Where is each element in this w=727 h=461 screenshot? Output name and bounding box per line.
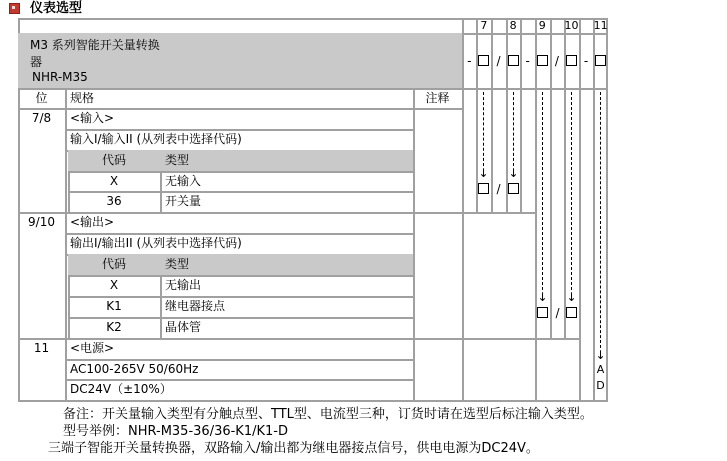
selection-box — [478, 55, 489, 66]
power-code-a: A — [596, 363, 605, 376]
note-remark: 备注：开关量输入类型有分触点型、TTL型、电流型三种，订货时请在选型后标注输入类型。 — [63, 407, 593, 422]
product-model: NHR-M35 — [32, 70, 88, 84]
separator-dash: - — [525, 53, 530, 68]
output-type-k2: 晶体管 — [165, 320, 202, 334]
section-output-position: 9/10 — [28, 215, 55, 229]
input-type-36: 开关量 — [165, 194, 202, 208]
bullet-icon — [9, 3, 20, 14]
separator-slash: / — [554, 53, 559, 68]
leader-line-digit-11 — [600, 92, 601, 348]
product-name-line2: 器 — [30, 55, 43, 69]
section-input-title: <输入> — [70, 111, 115, 125]
output-type-x: 无输出 — [165, 278, 202, 292]
digit-10-selection-box — [566, 307, 577, 318]
separator-cell — [462, 18, 477, 33]
col-header-spec: 规格 — [70, 91, 95, 105]
input-code-36: 36 — [106, 194, 122, 208]
note-description: 三端子智能开关量转换器，双路输入/输出都为继电器接点信号，供电电源为DC24V。 — [48, 441, 539, 456]
input-type-header: 类型 — [165, 153, 190, 167]
note-example: 型号举例：NHR-M35-36/36-K1/K1-D — [63, 424, 288, 439]
digit-9-label: 9 — [538, 19, 546, 32]
output-code-k1: K1 — [106, 299, 122, 313]
digit-7-selection-box — [478, 183, 489, 194]
output-type-k1: 继电器接点 — [165, 299, 226, 313]
output-type-header: 类型 — [165, 257, 190, 271]
arrow-down-icon: ↓ — [537, 290, 548, 304]
arrow-down-icon: ↓ — [508, 166, 519, 180]
leader-line-digit-10 — [571, 92, 572, 290]
power-code-d: D — [596, 379, 605, 392]
selection-box — [595, 55, 606, 66]
section-input-position: 7/8 — [31, 111, 52, 125]
input-type-x: 无输入 — [165, 174, 202, 188]
digit-11-header-box — [593, 33, 608, 88]
page-title: 仪表选型 — [30, 1, 83, 16]
selection-table — [18, 18, 608, 400]
separator-cell — [520, 18, 535, 33]
selection-box — [537, 55, 548, 66]
product-name-line1: M3 系列智能开关量转换 — [30, 38, 160, 52]
order-pattern-row — [462, 33, 608, 88]
digit-9-header-box — [535, 33, 550, 88]
section-power-position: 11 — [33, 341, 50, 355]
digit-9-selection-box — [537, 307, 548, 318]
selection-box — [508, 55, 519, 66]
leader-line-digit-8 — [513, 92, 514, 166]
section-output-title: <输出> — [70, 215, 115, 229]
col-header-position: 位 — [35, 91, 48, 105]
input-pair-slash: / — [496, 182, 501, 196]
section-input-subtitle: 输入I/输入II (从列表中选择代码) — [70, 132, 242, 146]
output-code-k2: K2 — [106, 320, 122, 334]
digit-header-row — [462, 18, 608, 33]
arrow-down-icon: ↓ — [566, 290, 577, 304]
product-cell — [18, 33, 462, 88]
arrow-down-icon: ↓ — [478, 166, 489, 180]
separator-cell — [550, 18, 565, 33]
section-power-title: <电源> — [70, 341, 115, 355]
arrow-down-icon: ↓ — [595, 348, 606, 362]
title-bar — [0, 0, 727, 18]
grid-line — [413, 88, 415, 400]
separator-dash: - — [583, 53, 589, 68]
power-option-dc: DC24V（±10%） — [70, 382, 172, 396]
output-code-header: 代码 — [101, 257, 126, 271]
leader-line-digit-7 — [483, 92, 484, 166]
grid-line — [18, 400, 608, 402]
digit-10-label: 10 — [564, 19, 579, 32]
digit-11-label: 11 — [593, 19, 608, 32]
leader-line-digit-9 — [542, 92, 543, 290]
digit-8-label: 8 — [509, 19, 517, 32]
output-code-x: X — [109, 278, 119, 292]
power-option-ac: AC100-265V 50/60Hz — [70, 362, 199, 376]
section-output-subtitle: 输出I/输出II (从列表中选择代码) — [70, 236, 242, 250]
digit-10-header-box — [564, 33, 579, 88]
output-pair-slash: / — [555, 306, 560, 320]
col-header-note: 注释 — [425, 91, 450, 105]
selection-box — [566, 55, 577, 66]
digit-7-header-box — [477, 33, 492, 88]
digit-7-label: 7 — [480, 19, 488, 32]
digit-8-selection-box — [508, 183, 519, 194]
digit-8-header-box — [506, 33, 521, 88]
input-code-header: 代码 — [101, 153, 126, 167]
input-code-x: X — [109, 174, 119, 188]
separator-slash: / — [496, 53, 501, 68]
separator-dash: - — [467, 53, 472, 68]
separator-cell — [491, 18, 506, 33]
separator-cell — [579, 18, 594, 33]
